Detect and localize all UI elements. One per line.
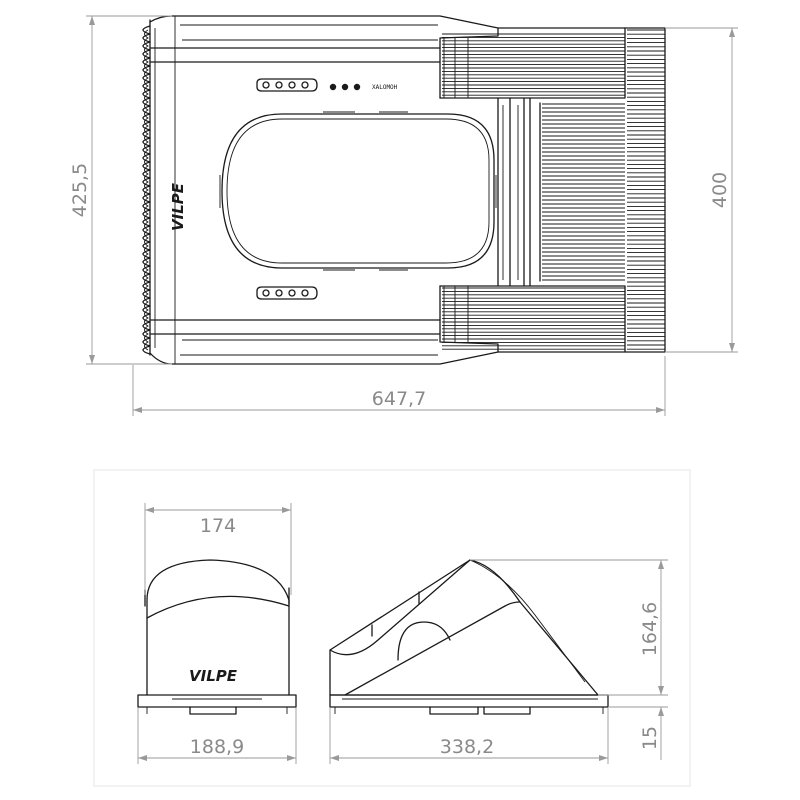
dim-label-side-body-height: 164,6 [639, 601, 661, 657]
side-base [330, 695, 608, 707]
dim-front-base-width [138, 708, 296, 764]
top-view [69, 16, 738, 416]
front-base [138, 695, 296, 707]
scalloped-edge [143, 26, 150, 354]
side-body [330, 560, 598, 695]
dim-label-side-base-height: 15 [639, 725, 661, 751]
logo-top-view: VILPE [169, 183, 187, 231]
dim-side-base-height [608, 707, 668, 760]
dim-side-body-height [470, 560, 668, 695]
scalloped-edge-inner [145, 30, 149, 350]
fastener-slot-bottom [257, 287, 317, 299]
logo-front-view: VILPE [189, 667, 237, 685]
central-opening [222, 114, 494, 268]
indicator-dots [330, 84, 360, 90]
dim-label-overall-length: 647,7 [371, 388, 427, 410]
part-code-label: XALOMOH [372, 84, 398, 91]
dim-label-inner-height: 400 [709, 171, 731, 209]
dim-label-front-top-width: 174 [199, 515, 237, 537]
dim-front-top-width [145, 503, 291, 595]
left-flange [143, 20, 155, 355]
dim-label-front-base-width: 188,9 [189, 736, 245, 758]
dim-side-base-length [330, 708, 608, 764]
front-view [138, 503, 296, 764]
fastener-slot-top [257, 79, 317, 91]
dim-overall-length [133, 356, 665, 416]
side-view [330, 560, 668, 764]
dim-inner-height [665, 28, 738, 352]
dim-label-overall-height: 425,5 [69, 162, 91, 218]
dim-label-side-base-length: 338,2 [439, 736, 495, 758]
dim-overall-height [69, 16, 172, 364]
